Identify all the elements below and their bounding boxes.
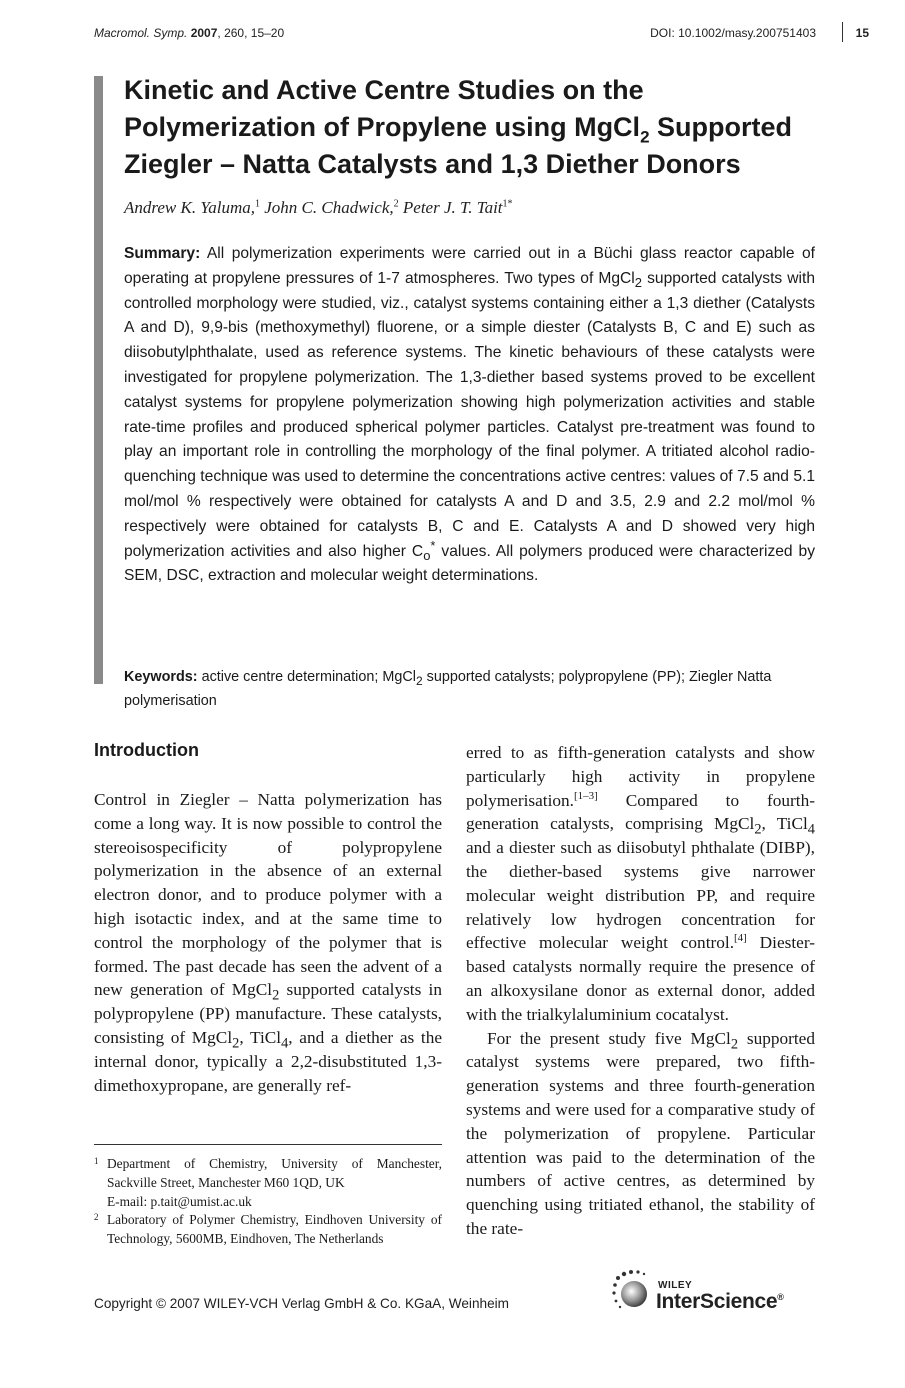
logo-interscience-text: [656, 1290, 784, 1314]
logo-name: InterScience: [656, 1290, 778, 1313]
body-text: For the present study five MgCl: [487, 1028, 731, 1048]
footnotes: [94, 1155, 442, 1249]
footnote: [94, 1155, 442, 1211]
summary-text: All polymerization experiments were carried out in a Büchi glass reactor capable of operating at propylene pressures of 1-7 atmospheres. Two types of MgCl: [124, 245, 815, 287]
body-text: and a diester such as diisobutyl phthalate (DIBP), the diether-based systems give narrower molecular weight distribution PP, and require relatively low hydrogen concentration for effective molecular weight control.: [466, 838, 815, 953]
summary-text: values. All polymers produced were characterized by SEM, DSC, extraction and molecular weight determinations.: [124, 542, 815, 585]
author-list: [124, 198, 814, 218]
summary-subscript: o: [423, 547, 431, 563]
body-column-left: [94, 788, 442, 1097]
summary-superscript: *: [430, 537, 436, 553]
journal-name: Macromol. Symp.: [94, 26, 188, 40]
wiley-interscience-logo: [610, 1268, 820, 1316]
keywords-label: Keywords:: [124, 669, 198, 685]
footnote-number: 1: [94, 1156, 99, 1166]
citation-ref: [4]: [734, 932, 747, 945]
journal-citation: [94, 26, 284, 40]
abstract-summary: [124, 242, 815, 589]
author-name: John C. Chadwick,: [264, 198, 394, 217]
journal-year: 2007: [190, 26, 218, 40]
body-text: supported catalyst systems were prepared, two fifth-generation systems and three fourth-generation systems and were used for a comparative study of the polymerization of propylene. Particular attention was paid to the determination of the numbers of active centres, as determined by quenching using tritiated ethanol, the stability of the rate-: [466, 1028, 815, 1238]
body-text: , TiCl: [761, 814, 808, 834]
summary-label: Summary:: [124, 245, 201, 262]
section-heading-introduction: Introduction: [94, 740, 199, 760]
body-text: , TiCl: [239, 1027, 282, 1047]
keywords-subscript: 2: [415, 673, 423, 688]
body-subscript: 2: [272, 987, 280, 1004]
copyright-notice: Copyright © 2007 WILEY-VCH Verlag GmbH & Co. KGaA, Weinheim: [94, 1296, 509, 1311]
body-subscript: 4: [807, 821, 815, 838]
footnote-email: E-mail: p.tait@umist.ac.uk: [107, 1193, 252, 1209]
body-subscript: 2: [730, 1036, 739, 1053]
author-affiliation: 2: [393, 198, 399, 210]
logo-wiley-text: WILEY: [658, 1280, 693, 1291]
body-subscript: 2: [232, 1035, 240, 1052]
summary-text: supported catalysts with controlled morphology were studied, viz., catalyst systems containing either a 1,3 diether (Catalysts A and D), 9,9-bis (methoxymethyl) fluorene, or a simple diester (Catalysts B, C and E) such as diisobutylphthalate, used as reference systems. The kinetic behaviours of these catalysts were investigated for propylene polymerization. The 1,3-diether based systems proved to be excellent catalyst systems for propylene polymerization showing high polymerization activities and stable rate-time profiles and produced spherical polymer particles. Catalyst pre-treatment was found to play an important role in controlling the morphology of the final polymer. A tritiated alcohol radio-quenching technique was used to determine the concentrations active centres: values of 7.5 and 5.1 mol/mol % respectively were obtained for catalysts A and D and 3.5, 2.9 and 2.2 mol/mol % respectively were obtained for catalysts B, C and E. Catalysts A and D showed very high polymerization activities and also higher C: [124, 269, 816, 560]
keywords: [124, 665, 804, 713]
author-affiliation: 1*: [502, 198, 513, 210]
abstract-accent-bar: [94, 76, 103, 684]
citation-ref: [1–3]: [574, 789, 598, 802]
interscience-globe-icon: [610, 1268, 658, 1316]
body-text: erred to as fifth-generation catalysts and show particularly high activity in propylene polymerisation.: [466, 743, 815, 810]
author-affiliation: 1: [255, 198, 260, 210]
body-paragraph: [94, 788, 442, 1097]
title-line-2a: Polymerization of Propylene using MgCl: [124, 112, 641, 142]
body-text: Compared to fourth-generation catalysts, comprising MgCl: [466, 790, 815, 834]
doi: DOI: 10.1002/masy.200751403: [650, 26, 816, 40]
title-line-1: Kinetic and Active Centre Studies on the: [124, 75, 644, 105]
body-paragraph: [466, 1027, 815, 1241]
article-title: [124, 72, 824, 183]
footnote-number: 2: [94, 1212, 99, 1223]
footnote-text: Department of Chemistry, University of Manchester, Sackville Street, Manchester M60 1QD, UK: [107, 1156, 442, 1190]
body-text: supported catalysts in polypropylene (PP) manufacture. These catalysts, consisting of MgCl: [94, 980, 442, 1047]
summary-subscript: 2: [634, 274, 643, 290]
author-name: Andrew K. Yaluma,: [124, 198, 255, 217]
body-column-right: [466, 741, 815, 1241]
keywords-text: active centre determination; MgCl: [197, 669, 416, 685]
body-text: , and a diether as the internal donor, typically a 2,2-disubstituted 1,3-dimethoxypropane, are generally ref-: [94, 1027, 443, 1095]
title-line-3: Ziegler – Natta Catalysts and 1,3 Diether Donors: [124, 149, 741, 179]
footnote-rule: [94, 1144, 442, 1145]
running-header: [94, 26, 869, 44]
title-line-2b: Supported: [649, 112, 793, 142]
footnote-text: Laboratory of Polymer Chemistry, Eindhoven University of Technology, 5600MB, Eindhoven, The Netherlands: [107, 1212, 442, 1247]
body-text: Diester-based catalysts normally require the presence of an alkoxysilane donor as external donor, added with the trialkylaluminium cocatalyst.: [466, 933, 815, 1024]
title-subscript: 2: [640, 127, 650, 147]
logo-registered-mark: ®: [777, 1292, 784, 1302]
header-separator: [842, 22, 843, 42]
page-number: 15: [855, 26, 869, 40]
keywords-text: supported catalysts; polypropylene (PP); Ziegler Natta polymerisation: [124, 669, 772, 709]
author-name: Peter J. T. Tait: [402, 198, 503, 217]
footnote: [94, 1211, 442, 1249]
body-subscript: 4: [281, 1035, 289, 1052]
body-subscript: 2: [754, 821, 762, 838]
journal-volume-pages: , 260, 15–20: [217, 26, 285, 40]
body-text: Control in Ziegler – Natta polymerization has come a long way. It is now possible to control the stereoisospecificity of polypropylene polymerization in the absence of an external electron donor, and to produce polymer with a high isotactic index, and at the same time to control the morphology of the polymer that is formed. The past decade has seen the advent of a new generation of MgCl: [94, 790, 442, 1000]
body-paragraph: [466, 741, 815, 1027]
